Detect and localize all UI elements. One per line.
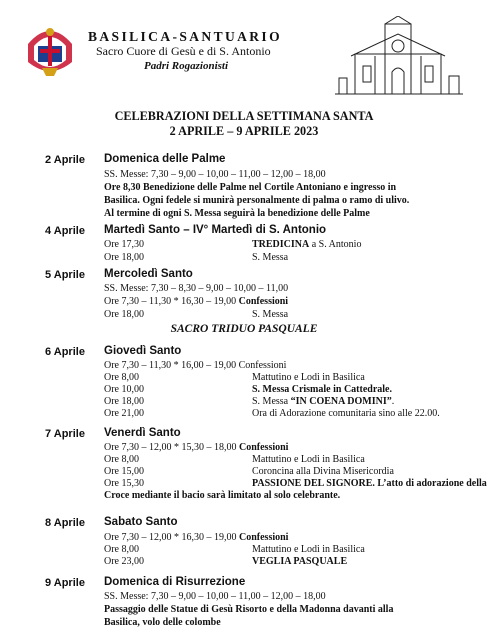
- confession-label: Confessioni: [236, 296, 289, 307]
- row-event-lead: S. Messa: [252, 396, 291, 407]
- date-label: 8 Aprile: [45, 517, 85, 529]
- row-event: VEGLIA PASQUALE: [252, 556, 348, 567]
- date-label: 7 Aprile: [45, 428, 85, 440]
- row-event: S. Messa Crismale in Cattedrale.: [252, 384, 392, 395]
- day-title: Mercoledì Santo: [104, 268, 193, 280]
- confession-times: [104, 532, 288, 543]
- schedule-row: [104, 309, 289, 320]
- row-event: PASSIONE DEL SIGNORE. L’atto di adorazione della: [252, 478, 487, 489]
- row-event: Mattutino e Lodi in Basilica: [252, 544, 365, 555]
- row-event: Coroncina alla Divina Misericordia: [252, 466, 394, 477]
- row-event: [252, 239, 361, 250]
- mass-times: SS. Messe: 7,30 – 9,00 – 10,00 – 11,00 – 12,00 – 18,00: [104, 169, 326, 180]
- row-event: Mattutino e Lodi in Basilica: [252, 372, 365, 383]
- row-time: Ore 8,00: [104, 372, 139, 383]
- schedule-row: [104, 478, 487, 489]
- row-time: Ore 18,00: [104, 396, 144, 407]
- row-event: Ora di Adorazione comunitaria sino alle 22.00.: [252, 408, 440, 419]
- main-title-dates: 2 APRILE – 9 APRILE 2023: [169, 124, 319, 138]
- schedule-row: [104, 384, 392, 395]
- day-title: Domenica delle Palme: [104, 153, 226, 165]
- row-event-end: .: [391, 396, 395, 407]
- event-text: Croce mediante il bacio sarà limitato al solo celebrante.: [104, 490, 341, 501]
- basilica-illustration: [335, 16, 463, 98]
- schedule-row: [104, 408, 440, 419]
- confession-hours: Ore 7,30 – 12,00 * 15,30 – 18,00: [104, 442, 237, 453]
- mass-times: SS. Messe: 7,30 – 9,00 – 10,00 – 11,00 – 12,00 – 18,00: [104, 591, 326, 602]
- row-event: Mattutino e Lodi in Basilica: [252, 454, 365, 465]
- row-time: Ore 23,00: [104, 556, 144, 567]
- day-title: Domenica di Risurrezione: [104, 576, 246, 588]
- row-event: [252, 396, 394, 407]
- header-title: BASILICA-SANTUARIO: [88, 29, 282, 44]
- row-event-bold: “IN COENA DOMINI”: [290, 396, 392, 407]
- row-time: Ore 15,00: [104, 466, 144, 477]
- event-text: Passaggio delle Statue di Gesù Risorto e della Madonna davanti alla: [104, 604, 394, 615]
- confession-times: Ore 7,30 – 11,30 * 16,00 – 19,00 Confessioni: [104, 360, 287, 371]
- day-title: Martedì Santo – IV° Martedì di S. Antonio: [104, 224, 327, 236]
- date-label: 6 Aprile: [45, 346, 85, 358]
- schedule-row: [104, 396, 395, 407]
- row-time: Ore 8,00: [104, 454, 139, 465]
- schedule-row: [104, 239, 362, 250]
- row-time: Ore 18,00: [104, 252, 144, 263]
- date-label: 2 Aprile: [45, 154, 85, 166]
- date-label: 4 Aprile: [45, 225, 85, 237]
- row-event-rest: a S. Antonio: [309, 239, 362, 250]
- date-label: 5 Aprile: [45, 269, 85, 281]
- event-text: Basilica. Ogni fedele si munirà personalmente di palma o ramo di ulivo.: [104, 195, 410, 206]
- day-title: Sabato Santo: [104, 516, 178, 528]
- row-event: S. Messa: [252, 309, 289, 320]
- confession-hours: Ore 7,30 – 12,00 * 16,30 – 19,00: [104, 532, 237, 543]
- mass-times: SS. Messe: 7,30 – 8,30 – 9,00 – 10,00 – 11,00: [104, 283, 289, 294]
- row-time: Ore 10,00: [104, 384, 144, 395]
- row-event-bold: TREDICINA: [252, 239, 310, 250]
- schedule-row: [104, 556, 348, 567]
- header-order: Padri Rogazionisti: [144, 60, 229, 72]
- row-time: Ore 21,00: [104, 408, 144, 419]
- row-time: Ore 8,00: [104, 544, 139, 555]
- header-subtitle: Sacro Cuore di Gesù e di S. Antonio: [96, 44, 271, 58]
- confession-label: Confessioni: [236, 532, 289, 543]
- confession-label: Confessioni: [236, 442, 289, 453]
- schedule-row: [104, 252, 289, 263]
- date-label: 9 Aprile: [45, 577, 85, 589]
- schedule-row: [104, 466, 394, 477]
- schedule-row: [104, 544, 365, 555]
- triduo-heading: SACRO TRIDUO PASQUALE: [170, 323, 318, 335]
- schedule-row: [104, 454, 365, 465]
- confession-times: [104, 296, 288, 307]
- confession-hours: Ore 7,30 – 11,30 * 16,30 – 19,00: [104, 296, 237, 307]
- main-title: CELEBRAZIONI DELLA SETTIMANA SANTA: [114, 109, 374, 123]
- row-event: S. Messa: [252, 252, 289, 263]
- confession-times: [104, 442, 288, 453]
- event-text: Basilica, volo delle colombe: [104, 617, 221, 628]
- schedule-row: [104, 372, 365, 383]
- event-text: Ore 8,30 Benedizione delle Palme nel Cortile Antoniano e ingresso in: [104, 182, 397, 193]
- row-time: Ore 17,30: [104, 239, 144, 250]
- day-title: Venerdì Santo: [104, 427, 181, 439]
- event-text: Al termine di ogni S. Messa seguirà la benedizione delle Palme: [104, 208, 370, 219]
- row-time: Ore 15,30: [104, 478, 144, 489]
- day-title: Giovedì Santo: [104, 345, 182, 357]
- row-time: Ore 18,00: [104, 309, 144, 320]
- coat-of-arms-logo: [24, 22, 76, 80]
